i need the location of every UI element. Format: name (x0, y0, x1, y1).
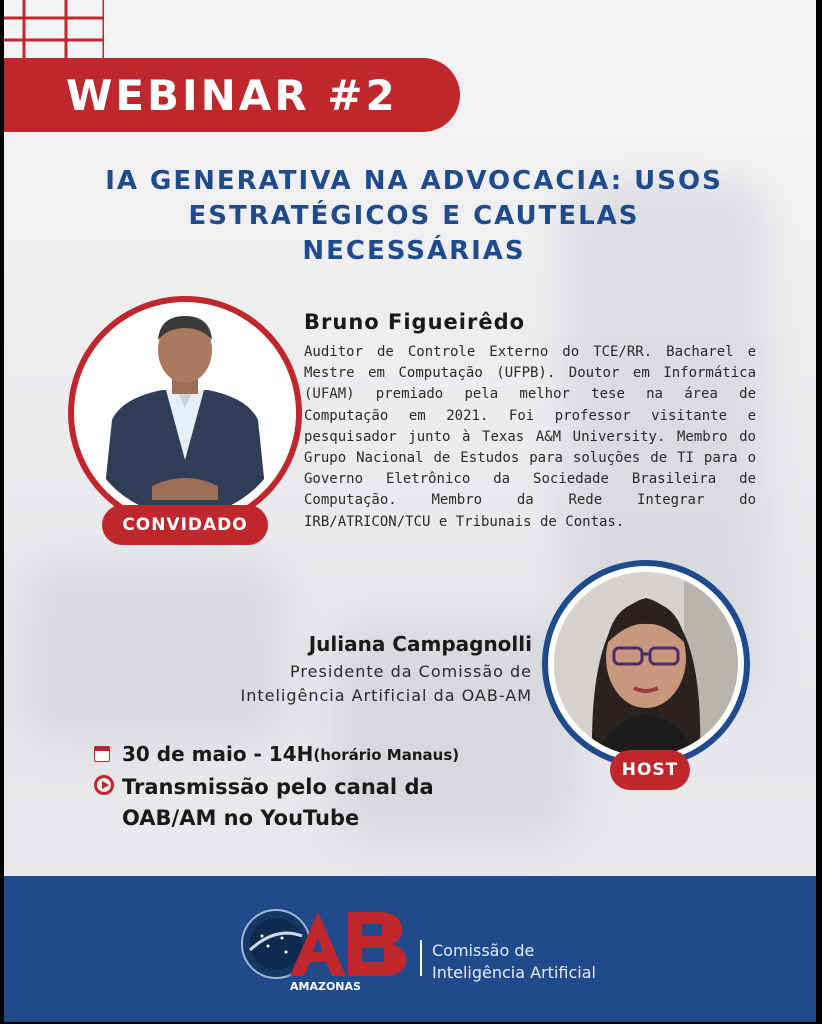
webinar-title: WEBINAR #2 (66, 70, 398, 120)
oab-region-label: AMAZONAS (290, 980, 361, 993)
guest-photo (82, 310, 288, 516)
committee-name (432, 940, 596, 984)
webinar-headline (84, 164, 744, 269)
webinar-banner (4, 58, 460, 132)
footer-divider (420, 940, 422, 976)
headline-line: IA GENERATIVA NA ADVOCACIA: USOS (105, 166, 723, 196)
host-name: Juliana Campagnolli (308, 632, 532, 656)
decorative-grid (4, 0, 104, 58)
guest-bio: Auditor de Controle Externo do TCE/RR. Bacharel e Mestre em Computação (UFPB). Doutor em Informática (UFAM) premiado pela melhor tese na área de Computação em 2021. Foi professor visitante e pesquisador junto à Texas A&M University. Membro do Grupo Nacional de Estudos para soluções de TI para o Governo Eletrônico da Sociedade Brasileira de Computação. Membro da Rede Integrar do IRB/ATRICON/TCU e Tribunais de Contas. (304, 344, 756, 530)
webinar-poster (4, 0, 816, 1022)
event-date: 30 de maio - 14H (122, 742, 314, 766)
committee-line: Inteligência Artificial (432, 963, 596, 982)
youtube-play-icon (94, 775, 114, 795)
guest-badge: CONVIDADO (102, 505, 268, 545)
committee-line: Comissão de (432, 941, 535, 960)
host-role-line: Inteligência Artificial da OAB-AM (240, 686, 532, 705)
headline-line: ESTRATÉGICOS E CAUTELAS (188, 201, 640, 231)
event-date-row (94, 742, 459, 766)
event-stream-row (94, 772, 434, 834)
host-role-line: Presidente da Comissão de (290, 662, 532, 681)
event-time-note: (horário Manaus) (313, 746, 460, 764)
host-role (134, 660, 532, 708)
stream-line: Transmissão pelo canal da (122, 775, 434, 799)
calendar-icon (94, 746, 110, 762)
guest-name: Bruno Figueirêdo (304, 310, 526, 334)
host-photo (554, 572, 738, 756)
host-badge: HOST (610, 750, 690, 790)
event-stream-info (122, 772, 434, 834)
headline-line: NECESSÁRIAS (302, 236, 526, 266)
stream-line: OAB/AM no YouTube (122, 806, 360, 830)
